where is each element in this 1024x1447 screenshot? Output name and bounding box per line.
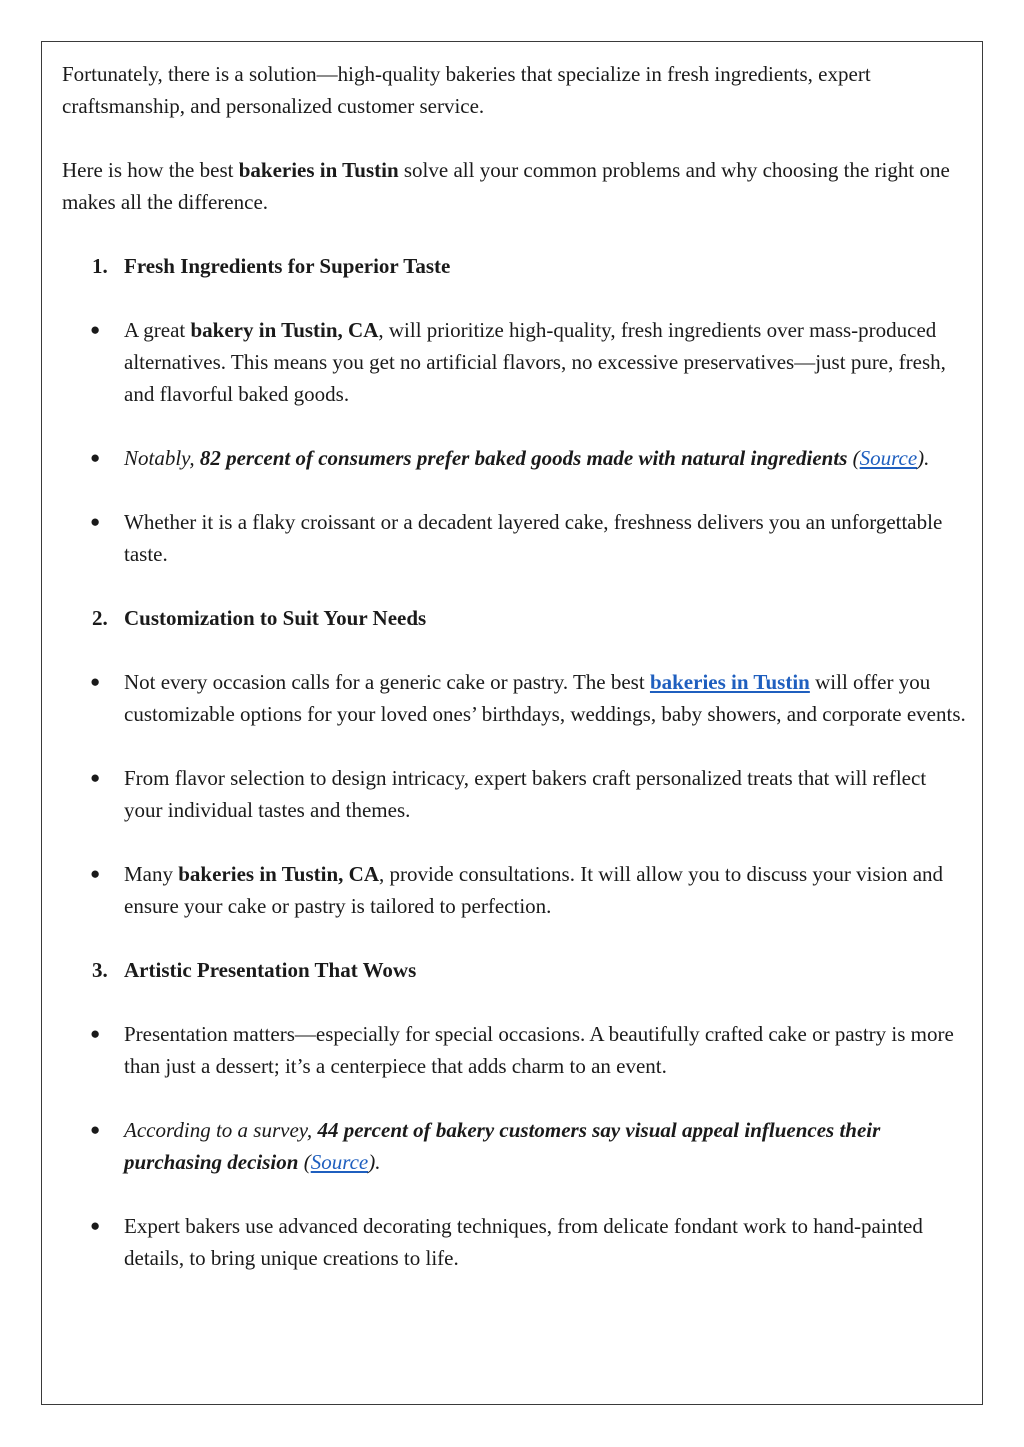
source-link[interactable]: Source: [859, 446, 918, 470]
statistic-text: 44 percent of bakery customers say visual appeal influences their purchasing decision: [124, 1118, 881, 1174]
bullet-item: [90, 506, 967, 570]
bullet-icon: ●: [90, 672, 101, 691]
section-title: Customization to Suit Your Needs: [124, 606, 427, 630]
text: ).: [368, 1150, 381, 1174]
bullet-icon: ●: [90, 1120, 101, 1139]
statistic-text: 82 percent of consumers prefer baked goods made with natural ingredients: [199, 446, 848, 470]
section-heading-2: [92, 602, 967, 634]
bullet-icon: ●: [90, 768, 101, 787]
text: Not every occasion calls for a generic cake or pastry. The best: [124, 670, 650, 694]
bullet-icon: ●: [90, 512, 101, 531]
bullet-text: Whether it is a flaky croissant or a decadent layered cake, freshness delivers you an unforgettable taste.: [124, 510, 943, 566]
bullet-text: [124, 666, 967, 730]
text: According to a survey,: [124, 1118, 318, 1142]
bullet-text: Expert bakers use advanced decorating techniques, from delicate fondant work to hand-painted details, to bring unique creations to life.: [124, 1214, 923, 1270]
text: A great: [124, 318, 191, 342]
intro-text: Fortunately, there is a solution—high-quality bakeries that specialize in fresh ingredients, expert craftsmanship, and personalized customer service.: [62, 62, 871, 118]
bullet-item: [90, 1018, 967, 1082]
bullet-icon: ●: [90, 1216, 101, 1235]
text: , will prioritize high-quality, fresh ingredients over mass-produced alternatives. This means you get no artificial flavors, no excessive preservatives—just pure, fresh, and flavorful baked goods.: [124, 318, 946, 406]
bullet-item: [90, 442, 967, 474]
keyword-bakery-in-tustin-ca: bakery in Tustin, CA: [190, 318, 379, 342]
keyword-bakeries-in-tustin-ca: bakeries in Tustin, CA: [178, 862, 379, 886]
bullet-text: Presentation matters—especially for special occasions. A beautifully crafted cake or pastry is more than just a dessert; it’s a centerpiece that adds charm to an event.: [124, 1022, 954, 1078]
bullet-text: [124, 858, 967, 922]
intro-paragraph-2: [62, 154, 967, 218]
bullet-item: [90, 1114, 967, 1178]
bakeries-in-tustin-link[interactable]: bakeries in Tustin: [649, 670, 810, 694]
section-number: 3.: [92, 958, 108, 982]
bullet-item: [90, 314, 967, 410]
bullet-item: [90, 1210, 967, 1274]
bullet-text: From flavor selection to design intricacy, expert bakers craft personalized treats that will reflect your individual tastes and themes.: [124, 766, 927, 822]
bullet-icon: ●: [90, 864, 101, 883]
bullet-item: [90, 858, 967, 922]
source-link[interactable]: Source: [310, 1150, 369, 1174]
bullet-text: [124, 314, 967, 410]
section-number: 1.: [92, 254, 108, 278]
text: Notably,: [124, 446, 200, 470]
intro-paragraph: [62, 58, 967, 122]
bullet-text: [124, 1114, 967, 1178]
document-body: [62, 58, 967, 1306]
section-title: Fresh Ingredients for Superior Taste: [124, 254, 451, 278]
bullet-icon: ●: [90, 320, 101, 339]
bullet-icon: ●: [90, 448, 101, 467]
section-heading-3: [92, 954, 967, 986]
intro-text-end: solve all your common problems and why choosing the right one makes all the difference.: [62, 158, 950, 214]
text: ).: [917, 446, 930, 470]
text: , provide consultations. It will allow you to discuss your vision and ensure your cake or pastry is tailored to perfection.: [124, 862, 944, 918]
keyword-bakeries-in-tustin: bakeries in Tustin: [238, 158, 399, 182]
text: Many: [124, 862, 179, 886]
bullet-item: [90, 666, 967, 730]
text: (: [298, 1150, 311, 1174]
section-number: 2.: [92, 606, 108, 630]
section-heading-1: [92, 250, 967, 282]
section-title: Artistic Presentation That Wows: [124, 958, 417, 982]
intro-text-start: Here is how the best: [62, 158, 239, 182]
bullet-icon: ●: [90, 1024, 101, 1043]
bullet-item: [90, 762, 967, 826]
text: (: [847, 446, 860, 470]
text: will offer you customizable options for your loved ones’ birthdays, weddings, baby showers, and corporate events.: [124, 670, 966, 726]
bullet-text: [124, 442, 967, 474]
